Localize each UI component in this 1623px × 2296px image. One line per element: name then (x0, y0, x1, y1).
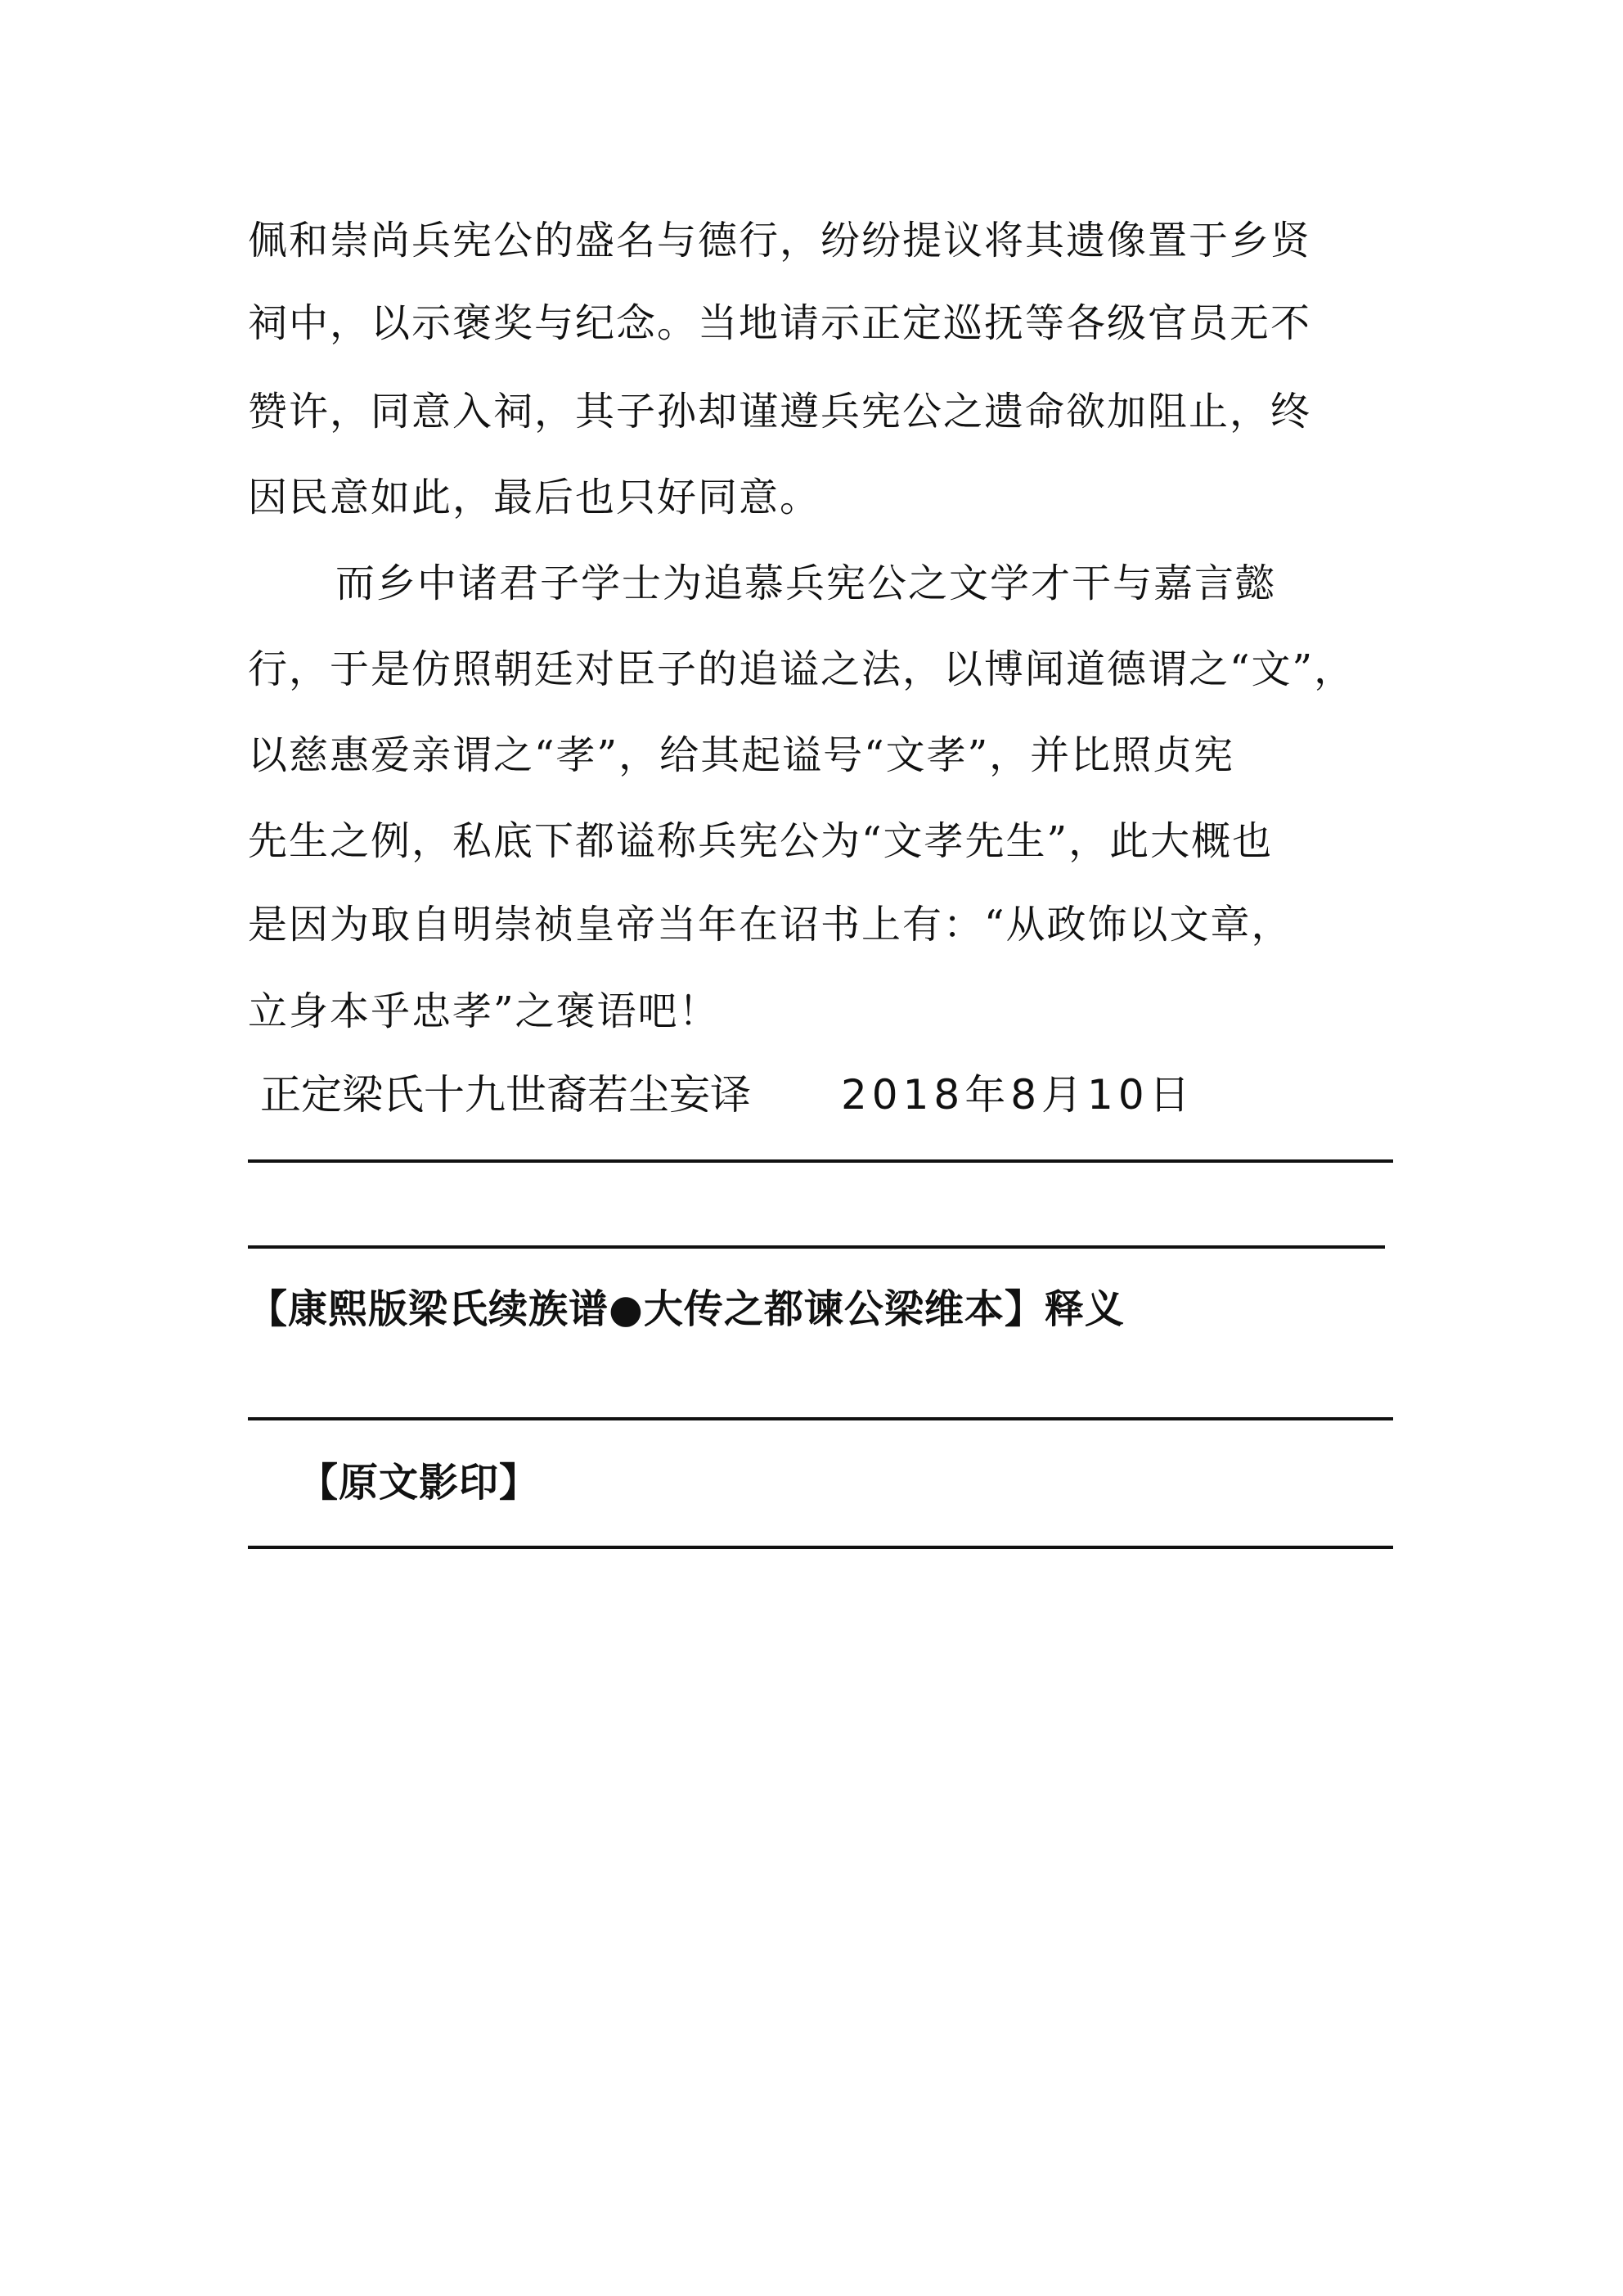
paragraph-2-line-4: 先生之例，私底下都谥称兵宪公为“文孝先生”，此大概也 (248, 818, 1274, 864)
paragraph-1-line-1: 佩和崇尚兵宪公的盛名与德行，纷纷提议将其遗像置于乡贤 (248, 218, 1312, 263)
divider-rule-1 (248, 1159, 1393, 1163)
divider-rule-2 (248, 1245, 1385, 1249)
paragraph-1-line-4: 因民意如此，最后也只好同意。 (248, 475, 821, 520)
translator-name: 正定梁氏十九世裔若尘妄译 (260, 1071, 751, 1119)
translation-date: 2018年8月10日 (841, 1071, 1195, 1119)
paragraph-2-line-2: 行，于是仿照朝廷对臣子的追谥之法，以博闻道德谓之“文”， (248, 646, 1355, 692)
paragraph-2-line-3: 以慈惠爱亲谓之“孝”，给其起谥号“文孝”，并比照贞宪 (248, 732, 1235, 778)
divider-rule-4 (248, 1546, 1393, 1549)
section-title: 【康熙版梁氏续族谱●大传之都谏公梁维本】释义 (248, 1286, 1125, 1332)
divider-rule-3 (248, 1417, 1393, 1420)
translator-signature (260, 1072, 1405, 1118)
paragraph-2-line-6: 立身本乎忠孝”之褒语吧！ (248, 988, 720, 1034)
paragraph-2-line-5: 是因为取自明崇祯皇帝当年在诏书上有：“从政饰以文章， (248, 902, 1293, 948)
paragraph-1-line-3: 赞许，同意入祠，其子孙却谨遵兵宪公之遗命欲加阻止，终 (248, 389, 1312, 434)
paragraph-1-line-2: 祠中，以示褒奖与纪念。当地请示正定巡抚等各级官员无不 (248, 300, 1312, 346)
subsection-title: 【原文影印】 (299, 1460, 540, 1506)
paragraph-2-line-1: 而乡中诸君子学士为追慕兵宪公之文学才干与嘉言懿 (335, 560, 1277, 606)
